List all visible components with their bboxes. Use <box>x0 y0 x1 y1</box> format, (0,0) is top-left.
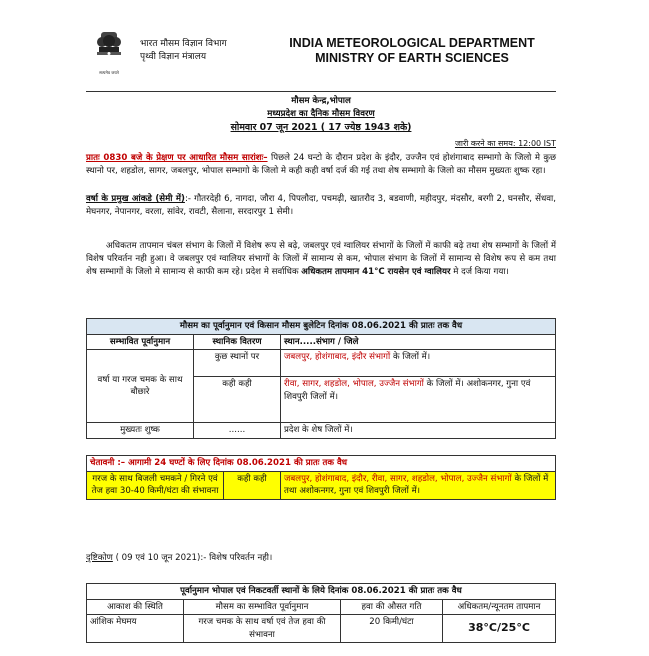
temperature-text: अधिकतम तापमान चंबल संभाग के जिलों में विशेष रूप से बढ़े, जबलपुर एवं ग्वालियर संभागों के जिलों में काफी बढ़े तथा शेष सम्भागों के जिलों में विशेष परिवर्तन नही हुआ। वे जबलपुर एवं ग्वालियर संभागों के जिलों में सामान्य से कम, भोपाल संभाग के जिलों में सामान्य से विशेष रूप से कम तथा शेष सम्भागों के जिलो मे सामान्य से काफी कम रहे। प्रदेश मे सर्वाधिक <box>86 241 556 277</box>
rainfall-text: :- गौतरदेही 6, नागदा, जौरा 4, पिपलौदा, पचमढ़ी, खातरौद 3, बडवाणी, महीदपुर, मंदसौर, बरगी 2, घनसौर, सेंधवा, मेघनगर, नेपानगर, वरला, सांवेर, रावटी, सैलाना, सरदारपुर 1 सेमी। <box>86 194 556 217</box>
met-centre-title: मौसम केन्द्र,भोपाल <box>291 96 351 106</box>
header-divider <box>86 91 556 92</box>
forecast-row1-tail: के जिलों में। <box>392 352 431 362</box>
forecast-row1-divisions: जबलपुर, होशंगाबाद, इंदौर संभागों <box>284 352 391 362</box>
bhopal-wind: 20 किमी/घंटा <box>341 615 443 643</box>
bhopal-weather: गरज चमक के साथ वर्षा एवं तेज हवा की संभावना <box>184 615 341 643</box>
imd-english-name: INDIA METEOROLOGICAL DEPARTMENT <box>289 36 535 50</box>
summary-label: प्रातः 0830 बजे के प्रेक्षण पर आधारित मौसम सारांशः– <box>86 153 268 163</box>
warning-divisions: जबलपुर, होशंगाबाद, इंदौर, रीवा, सागर, शहडोल, भोपाल, उज्जैन संभागों <box>284 473 512 484</box>
ministry-hindi-name: पृथ्वी विज्ञान मंत्रालय <box>140 52 207 62</box>
issue-time: जारी करने का समय: 12:00 IST <box>454 139 556 148</box>
ministry-english <box>282 36 542 66</box>
bhopal-header-sky: आकाश की स्थिति <box>87 599 184 615</box>
ministry-hindi <box>140 38 227 64</box>
warning-type: गरज के साथ बिजली चमकने / गिरने एवं तेज हवा 30-40 किमी/घंटा की संभावना <box>87 471 224 499</box>
forecast-dry-places: प्रदेश के शेष जिलों में। <box>281 423 556 439</box>
forecast-header-distribution: स्थानिक वितरण <box>194 334 281 350</box>
forecast-dry-label: मुख्यतः शुष्क <box>87 423 194 439</box>
warning-title-text: चेतावनी :– आगामी 24 घण्टों के लिए दिनांक 08.06.2021 की प्रातः तक वैध <box>90 458 348 468</box>
bhopal-forecast-table <box>86 583 556 643</box>
forecast-row2-divisions: रीवा, सागर, शहडोल, भोपाल, उज्जैन संभागों <box>284 379 424 390</box>
bhopal-header-weather: मौसम का सम्भावित पूर्वानुमान <box>184 599 341 615</box>
forecast-header-places: स्थान.....संभाग / जिले <box>281 334 556 350</box>
bhopal-table-title: पूर्वानुमान भोपाल एवं निकटवर्ती स्थानों के लिये दिनांक 08.06.2021 की प्रातः तक वैध <box>87 584 556 600</box>
bulletin-date: सोमवार 07 जून 2021 ( 17 ज्येष्ठ 1943 शके) <box>230 122 412 133</box>
bhopal-header-wind: हवा की औसत गति <box>341 599 443 615</box>
summary-text: पिछले 24 घन्टो के दौरान प्रदेश के इंदौर, उज्जैन एवं होशंगाबाद सम्भागो के जिलो मे कुछ स्थानो पर, शहडोल, सागर, जबलपुर, भोपाल सम्भागो के जिलो मे कही कही वर्षा दर्ज की गई तथा शेष सम्भागो के जिलो का मौसम मुख्यतः शुष्क रहा। <box>86 153 557 176</box>
forecast-row2-places <box>281 377 556 423</box>
forecast-row1-distribution: कुछ स्थानों पर <box>194 350 281 377</box>
forecast-row1-places <box>281 350 556 377</box>
ministry-english-name: MINISTRY OF EARTH SCIENCES <box>315 51 509 65</box>
forecast-row2-tail: के जिलों में। अशोकनगर, गुना एवं शिवपुरी जिलों में। <box>284 379 531 402</box>
outlook-text: ( 09 एवं 10 जून 2021):- विशेष परिवर्तन नही। <box>115 553 273 563</box>
warning-places <box>281 471 556 499</box>
forecast-rain-label: वर्षा या गरज चमक के साथ बौछारे <box>87 350 194 423</box>
rainfall-figures <box>86 193 556 219</box>
bhopal-header-temp: अधिकतम/न्यूनतम तापमान <box>443 599 556 615</box>
bhopal-sky: आंशिक मेघमय <box>87 615 184 643</box>
emblem-motto: सत्यमेव जयते <box>99 70 119 75</box>
rainfall-label: वर्षा के प्रमुख आंकडे (सेमी में) <box>86 194 185 204</box>
warning-distribution: कही कही <box>224 471 281 499</box>
forecast-table <box>86 318 556 439</box>
bulletin-title: मध्यप्रदेश का दैनिक मौसम विवरण <box>267 109 375 119</box>
imd-hindi-name: भारत मौसम विज्ञान विभाग <box>140 39 227 49</box>
temperature-tail: मे दर्ज किया गया। <box>453 267 509 277</box>
weather-summary <box>86 152 556 178</box>
forecast-row2-distribution: कही कही <box>194 377 281 423</box>
outlook-label: दृष्टिकोण <box>86 553 113 563</box>
national-emblem-icon <box>92 30 126 76</box>
warning-title <box>87 456 556 472</box>
temperature-paragraph <box>86 240 556 279</box>
forecast-header-forecast: सम्भावित पूर्वानुमान <box>87 334 194 350</box>
warning-tail: के जिलों में तथा अशोकनगर, गुना एवं शिवपुरी जिलों में। <box>284 473 549 496</box>
bhopal-temperature: 38°C/25°C <box>443 615 556 643</box>
temperature-highlight: अधिकतम तापमान 41°C रायसेन एवं ग्वालियर <box>301 267 451 277</box>
forecast-dry-distribution: ...... <box>194 423 281 439</box>
warning-table <box>86 455 556 500</box>
outlook <box>86 552 556 565</box>
forecast-table-title: मौसम का पूर्वानुमान एवं किसान मौसम बुलेटिन दिनांक 08.06.2021 की प्रातः तक वैध <box>87 319 556 335</box>
